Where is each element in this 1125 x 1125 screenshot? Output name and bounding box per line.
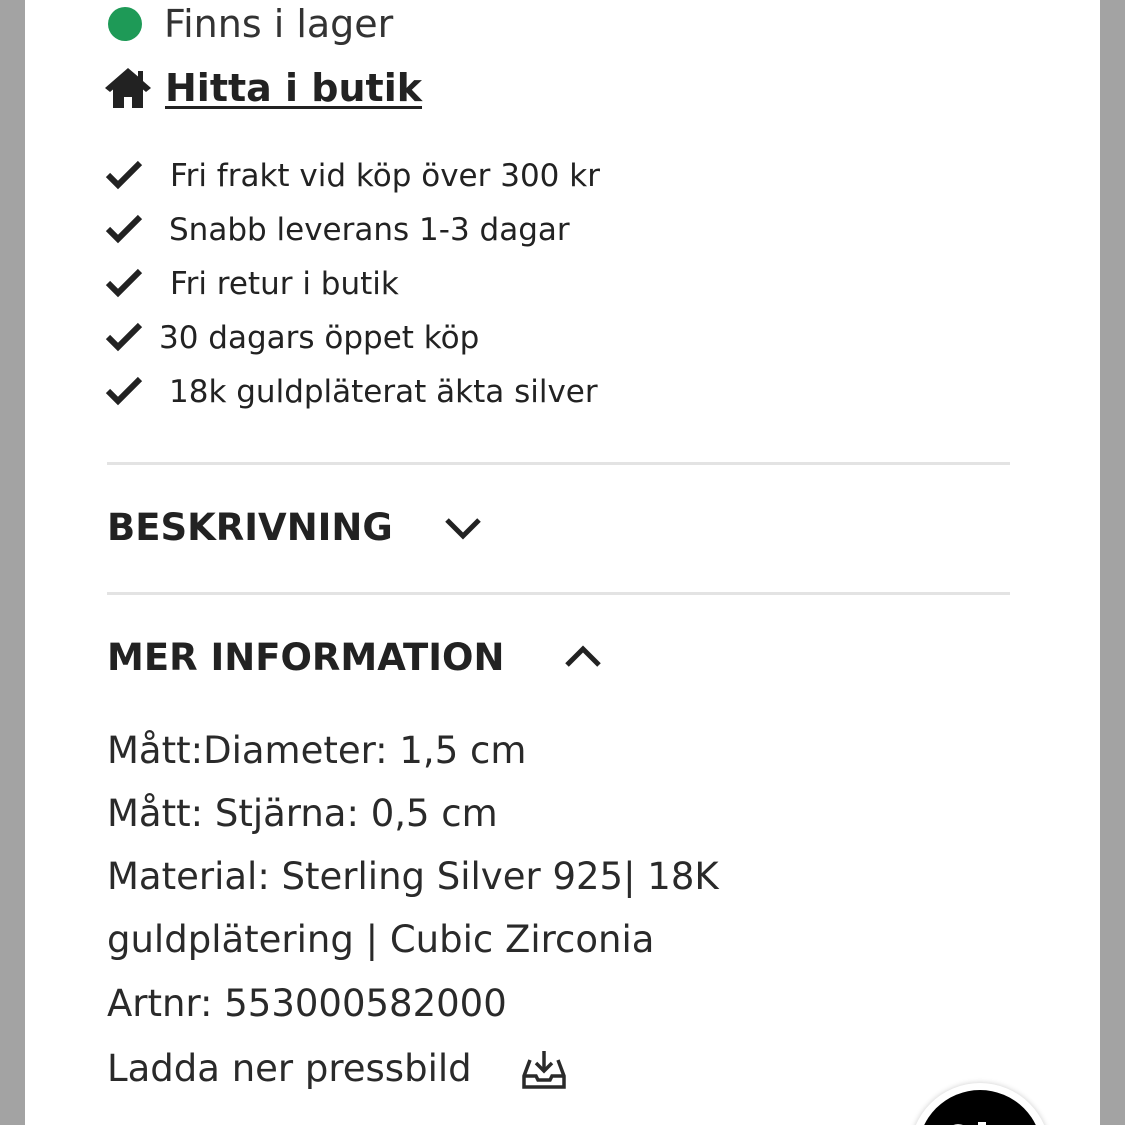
- info-line-star-size: Mått: Stjärna: 0,5 cm: [107, 792, 498, 835]
- in-stock-indicator: [108, 7, 142, 41]
- divider: [107, 462, 1010, 465]
- house-icon: [103, 66, 153, 110]
- find-in-store-link[interactable]: Hitta i butik: [165, 66, 423, 110]
- stock-status: Finns i lager: [164, 2, 394, 46]
- check-icon: [105, 322, 143, 352]
- download-tray-icon[interactable]: [521, 1048, 567, 1090]
- info-line-diameter: Mått:Diameter: 1,5 cm: [107, 729, 527, 772]
- accordion-description-header[interactable]: BESKRIVNING: [107, 506, 393, 549]
- info-line-material-cont: guldplätering | Cubic Zirconia: [107, 918, 655, 961]
- divider: [107, 592, 1010, 595]
- product-info-panel: [25, 0, 1100, 1125]
- usp-item: Fri frakt vid köp över 300 kr: [170, 158, 600, 194]
- chevron-up-icon[interactable]: [563, 643, 603, 671]
- usp-item: 30 dagars öppet köp: [159, 320, 480, 356]
- check-icon: [105, 268, 143, 298]
- chevron-down-icon[interactable]: [443, 514, 483, 542]
- usp-item: Snabb leverans 1-3 dagar: [169, 212, 570, 248]
- accordion-more-info-header[interactable]: MER INFORMATION: [107, 636, 505, 679]
- download-press-image-link[interactable]: Ladda ner pressbild: [107, 1047, 472, 1090]
- info-line-article-number: Artnr: 553000582000: [107, 982, 507, 1025]
- info-line-material: Material: Sterling Silver 925| 18K: [107, 855, 719, 898]
- check-icon: [105, 160, 143, 190]
- usp-item: 18k guldpläterat äkta silver: [169, 374, 598, 410]
- chat-icon: [938, 1110, 998, 1125]
- check-icon: [105, 214, 143, 244]
- check-icon: [105, 376, 143, 406]
- usp-item: Fri retur i butik: [170, 266, 399, 302]
